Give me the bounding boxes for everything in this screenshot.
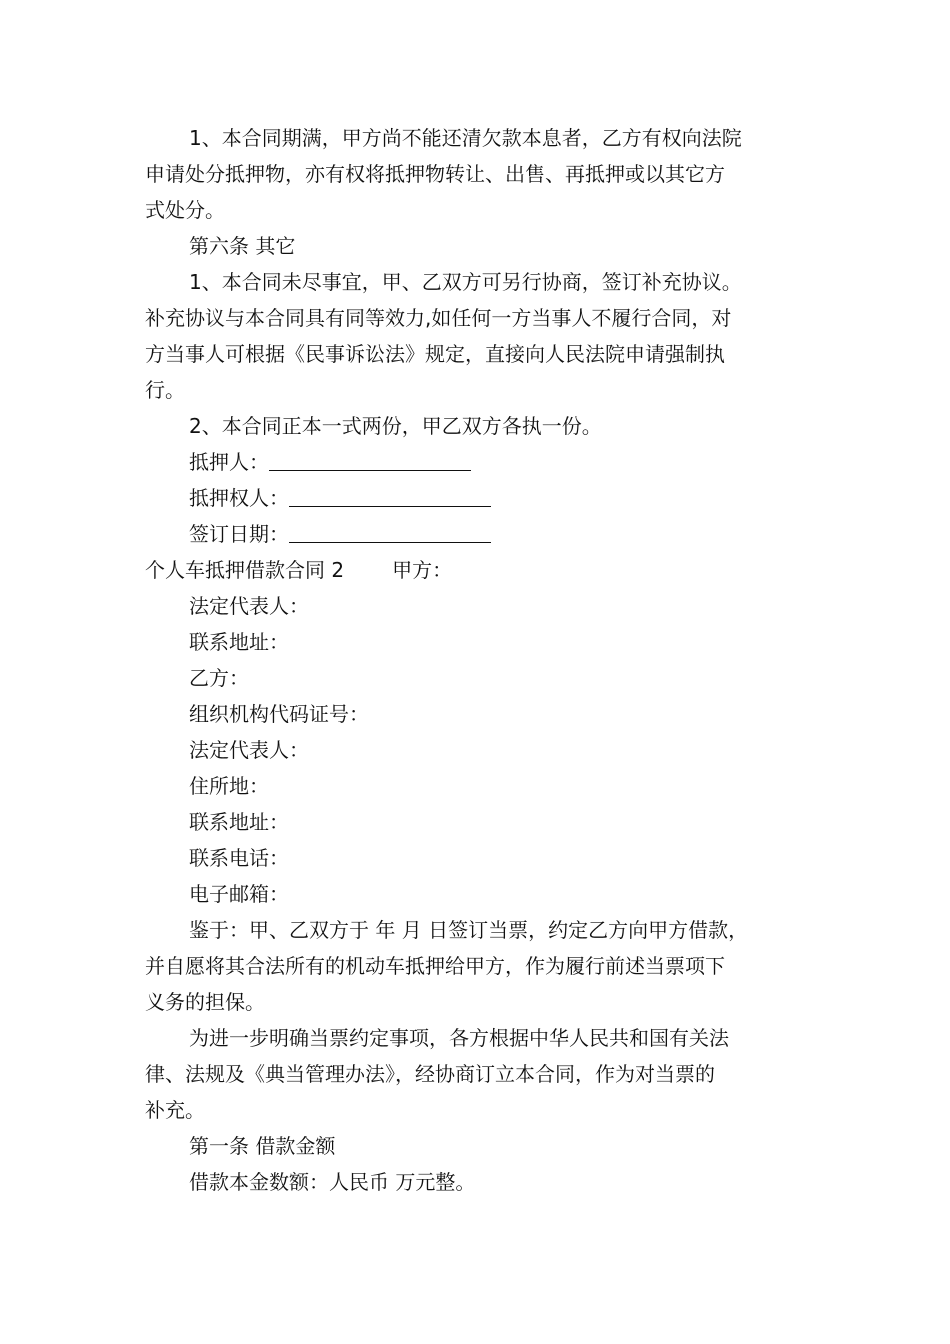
- paragraph-line: 申请处分抵押物，亦有权将抵押物转让、出售、再抵押或以其它方: [145, 162, 725, 186]
- paragraph-line: 行。: [145, 378, 185, 402]
- paragraph-line: 1、本合同期满，甲方尚不能还清欠款本息者，乙方有权向法院: [189, 126, 742, 150]
- paragraph-line: 鉴于：甲、乙双方于 年 月 日签订当票，约定乙方向甲方借款，: [189, 918, 749, 942]
- paragraph-line: 补充协议与本合同具有同等效力,如任何一方当事人不履行合同，对: [145, 306, 732, 330]
- field-line: 联系地址：: [189, 810, 289, 834]
- signature-field-mortgagor: [145, 444, 810, 480]
- paragraph-line: 1、本合同未尽事宜，甲、乙双方可另行协商，签订补充协议。: [189, 270, 742, 294]
- signature-blank: [289, 520, 491, 543]
- field-line: 住所地：: [189, 774, 269, 798]
- field-line: 联系电话：: [189, 846, 289, 870]
- paragraph-line: 为进一步明确当票约定事项，各方根据中华人民共和国有关法: [189, 1026, 729, 1050]
- signature-blank: [289, 484, 491, 507]
- contract-title-line: [145, 552, 810, 588]
- paragraph-line: 2、本合同正本一式两份，甲乙双方各执一份。: [189, 414, 602, 438]
- field-label: 抵押人：: [189, 450, 269, 474]
- field-line: 联系地址：: [189, 630, 289, 654]
- signature-field-date: [145, 516, 810, 552]
- paragraph-line: 方当事人可根据《民事诉讼法》规定，直接向人民法院申请强制执: [145, 342, 725, 366]
- section-heading: 第六条 其它: [189, 234, 296, 258]
- paragraph-line: 义务的担保。: [145, 990, 265, 1014]
- signature-field-mortgagee: [145, 480, 810, 516]
- paragraph-line: 补充。: [145, 1098, 205, 1122]
- paragraph-line: 律、法规及《典当管理办法》，经协商订立本合同，作为对当票的: [145, 1062, 715, 1086]
- field-line: 法定代表人：: [189, 594, 309, 618]
- field-line: 乙方：: [189, 666, 249, 690]
- document-page: [145, 120, 810, 1200]
- field-line: 组织机构代码证号：: [189, 702, 369, 726]
- field-label: 签订日期：: [189, 522, 289, 546]
- paragraph-line: 并自愿将其合法所有的机动车抵押给甲方，作为履行前述当票项下: [145, 954, 725, 978]
- paragraph-line: 借款本金数额：人民币 万元整。: [189, 1170, 476, 1194]
- paragraph-line: 式处分。: [145, 198, 225, 222]
- field-line: 法定代表人：: [189, 738, 309, 762]
- signature-blank: [269, 448, 471, 471]
- field-line: 电子邮箱：: [189, 882, 289, 906]
- section-heading: 第一条 借款金额: [189, 1134, 336, 1158]
- field-label: 抵押权人：: [189, 486, 289, 510]
- party-a-label: 甲方：: [392, 558, 453, 582]
- contract-title: 个人车抵押借款合同 2: [145, 558, 345, 582]
